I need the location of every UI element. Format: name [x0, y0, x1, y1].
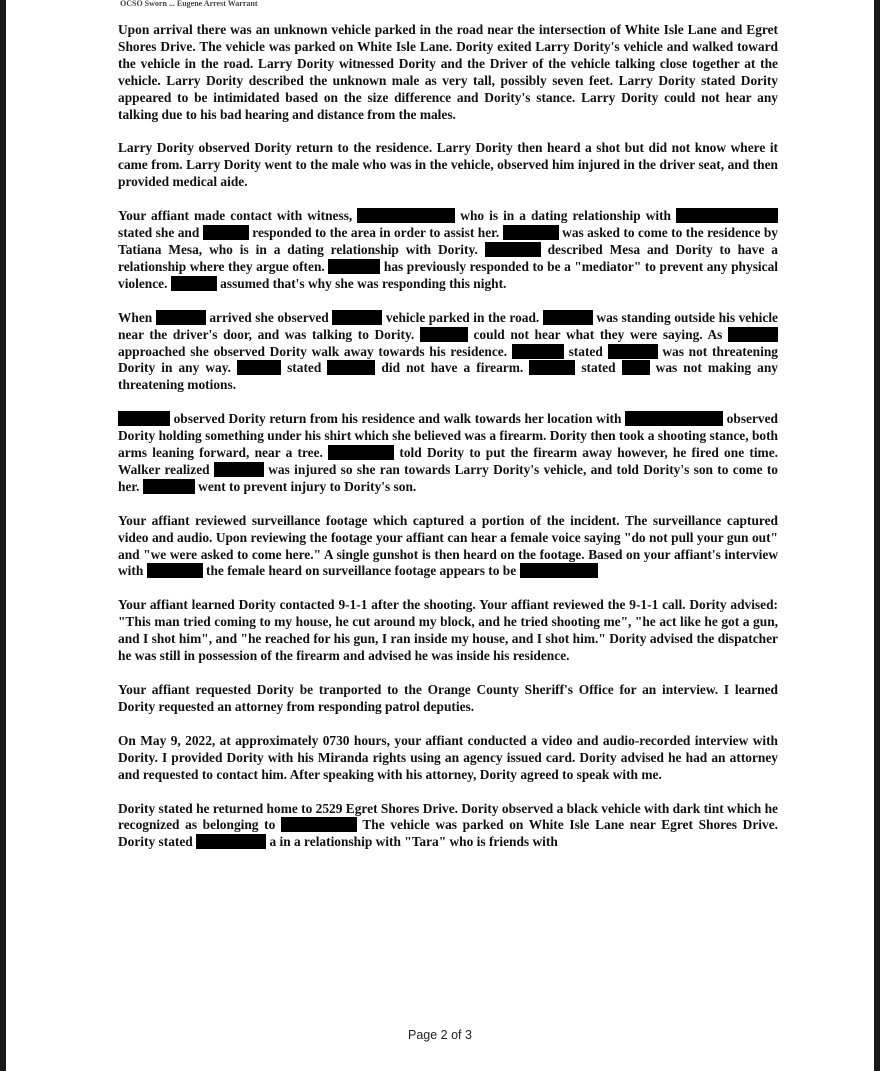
- paragraph-3: [118, 208, 778, 293]
- paragraph-9: [118, 733, 778, 784]
- paragraph-text: Your affiant learned Dority contacted 9-1-1 after the shooting. Your affiant reviewed the 9-1-1 call. Dority advised: "This man tried coming to my house, he cut around my block, and he tried shooting me", "he act like he got a gun, and I shot him", and "he reached for his gun, I ran inside my house, and I shot him." Dority advised the dispatcher he was still in possession of the firearm and advised he was inside his residence.: [118, 597, 778, 664]
- redaction-block: [147, 563, 203, 578]
- paragraph-6: [118, 513, 778, 581]
- redaction-block: [118, 411, 170, 426]
- redaction-block: [203, 225, 249, 240]
- redaction-block: [726, 208, 778, 223]
- paragraph-4: [118, 310, 778, 395]
- redaction-block: [520, 563, 598, 578]
- cropped-header: OCSO Sworn ... Eugene Arrest Warrant: [120, 0, 258, 8]
- redaction-block: [332, 310, 382, 325]
- text-segment: Your affiant reviewed surveillance footage which captured a portion of the incident. The surveillance captured video and audio. Upon reviewing the footage your affiant can hear a female voice saying "do not pull your gun out" and "we were asked to come here." A single gunshot is then heard on the footage. Based on your affiant's interview with: [118, 512, 778, 579]
- text-segment: a in a relationship with "Tara" who is friends with: [266, 834, 558, 850]
- paragraph-text: Upon arrival there was an unknown vehicle parked in the road near the intersection of White Isle Lane and Egret Shores Drive. The vehicle was parked on White Isle Lane. Dority exited Larry Dority's vehicle and walked toward the vehicle in the road. Larry Dority witnessed Dority and the Driver of the vehicle talking close together at the vehicle. Larry Dority described the unknown male as very tall, possibly seven feet. Larry Dority stated Dority appeared to be intimidated based on the size difference and Dority's stance. Larry Dority could not hear any talking due to his bad hearing and distance from the males.: [118, 22, 778, 122]
- paragraph-10: [118, 801, 778, 852]
- text-segment: stated: [575, 360, 622, 376]
- text-segment: the female heard on surveillance footage appears to be: [202, 563, 520, 579]
- text-segment: could not hear what they were saying. As: [467, 326, 728, 342]
- redaction-block: [328, 259, 380, 274]
- paragraph-text: Larry Dority observed Dority return to the residence. Larry Dority then heard a shot but did not know where it came from. Larry Dority went to the male who was in the vehicle, observed him injured in the driver seat, and then provided medical aide.: [118, 140, 778, 190]
- redaction-block: [214, 462, 264, 477]
- paragraph-1: [118, 22, 778, 123]
- text-segment: did not have a firearm.: [375, 360, 530, 376]
- redaction-block: [357, 208, 455, 223]
- text-segment: observed Dority holding something under his shirt which she believed was a firearm. Dority then took a shooting stance, both arms leaning forward, near a tree.: [118, 411, 778, 461]
- text-segment: stated: [281, 360, 328, 376]
- redaction-block: [237, 360, 281, 375]
- text-segment: responded to the area in order to assist her.: [248, 225, 503, 241]
- paragraph-text: On May 9, 2022, at approximately 0730 hours, your affiant conducted a video and audio-recorded interview with Dority. I provided Dority with his Miranda rights using an agency issued card. Dority advised he had an attorney and requested to contact him. After speaking with his attorney, Dority agreed to speak with me.: [118, 732, 778, 782]
- redaction-block: [676, 208, 726, 223]
- redaction-block: [543, 310, 593, 325]
- text-segment: observed Dority return from his residence and walk towards her location with: [170, 411, 626, 427]
- redaction-block: [196, 834, 266, 849]
- redaction-block: [503, 225, 559, 240]
- redaction-block: [143, 479, 195, 494]
- text-segment: approached she observed Dority walk away towards his residence.: [118, 343, 512, 359]
- redaction-block: [485, 242, 541, 257]
- text-segment: went to prevent injury to Dority's son.: [194, 478, 417, 494]
- redaction-block: [420, 327, 468, 342]
- text-segment: arrived she observed: [205, 309, 333, 325]
- text-segment: was injured so she ran towards Larry Dority's vehicle, and told Dority's son to come to her.: [118, 461, 778, 494]
- text-segment: Your affiant made contact with witness,: [118, 208, 358, 224]
- text-segment: has previously responded to be a "mediator" to prevent any physical violence.: [118, 258, 778, 291]
- redaction-block: [671, 411, 723, 426]
- paragraph-5: [118, 411, 778, 496]
- text-segment: The vehicle was parked on White Isle Lane near Egret Shores Drive. Dority stated: [118, 817, 778, 850]
- text-segment: When: [118, 309, 156, 325]
- text-segment: described Mesa and Dority to have a relationship where they argue often.: [118, 241, 778, 274]
- text-segment: Dority stated he returned home to 2529 Egret Shores Drive. Dority observed a black vehicle with dark tint which he recognized as belonging to: [118, 800, 778, 833]
- text-segment: vehicle parked in the road.: [382, 309, 543, 325]
- redaction-block: [156, 310, 206, 325]
- text-segment: told Dority to put the firearm away however, he fired one time. Walker realized: [118, 445, 778, 477]
- text-segment: stated: [563, 343, 608, 359]
- redaction-block: [728, 327, 778, 342]
- redaction-block: [608, 344, 658, 359]
- text-segment: stated she and: [118, 225, 203, 241]
- paragraph-8: [118, 682, 778, 716]
- redaction-block: [327, 360, 375, 375]
- document-body: [118, 22, 778, 868]
- page-number: Page 2 of 3: [408, 1028, 472, 1042]
- redaction-block: [529, 360, 575, 375]
- text-segment: was asked to come to the residence by Tatiana Mesa, who is in a dating relationship with Dority.: [118, 225, 778, 257]
- text-segment: who is in a dating relationship with: [455, 208, 677, 224]
- redaction-block: [622, 360, 650, 375]
- paragraph-text: Your affiant requested Dority be tranported to the Orange County Sheriff's Office for an interview. I learned Dority requested an attorney from responding patrol deputies.: [118, 682, 778, 714]
- redaction-block: [512, 344, 564, 359]
- text-segment: was standing outside his vehicle near the driver's door, and was talking to Dority.: [118, 309, 779, 342]
- paragraph-7: [118, 597, 778, 665]
- redaction-block: [171, 276, 217, 291]
- redaction-block: [625, 411, 671, 426]
- text-segment: was not making any threatening motions.: [118, 360, 778, 393]
- text-segment: assumed that's why she was responding this night.: [216, 275, 507, 291]
- redaction-block: [281, 817, 357, 832]
- redaction-block: [328, 445, 394, 460]
- paragraph-2: [118, 140, 778, 191]
- text-segment: was not threatening Dority in any way.: [118, 343, 778, 376]
